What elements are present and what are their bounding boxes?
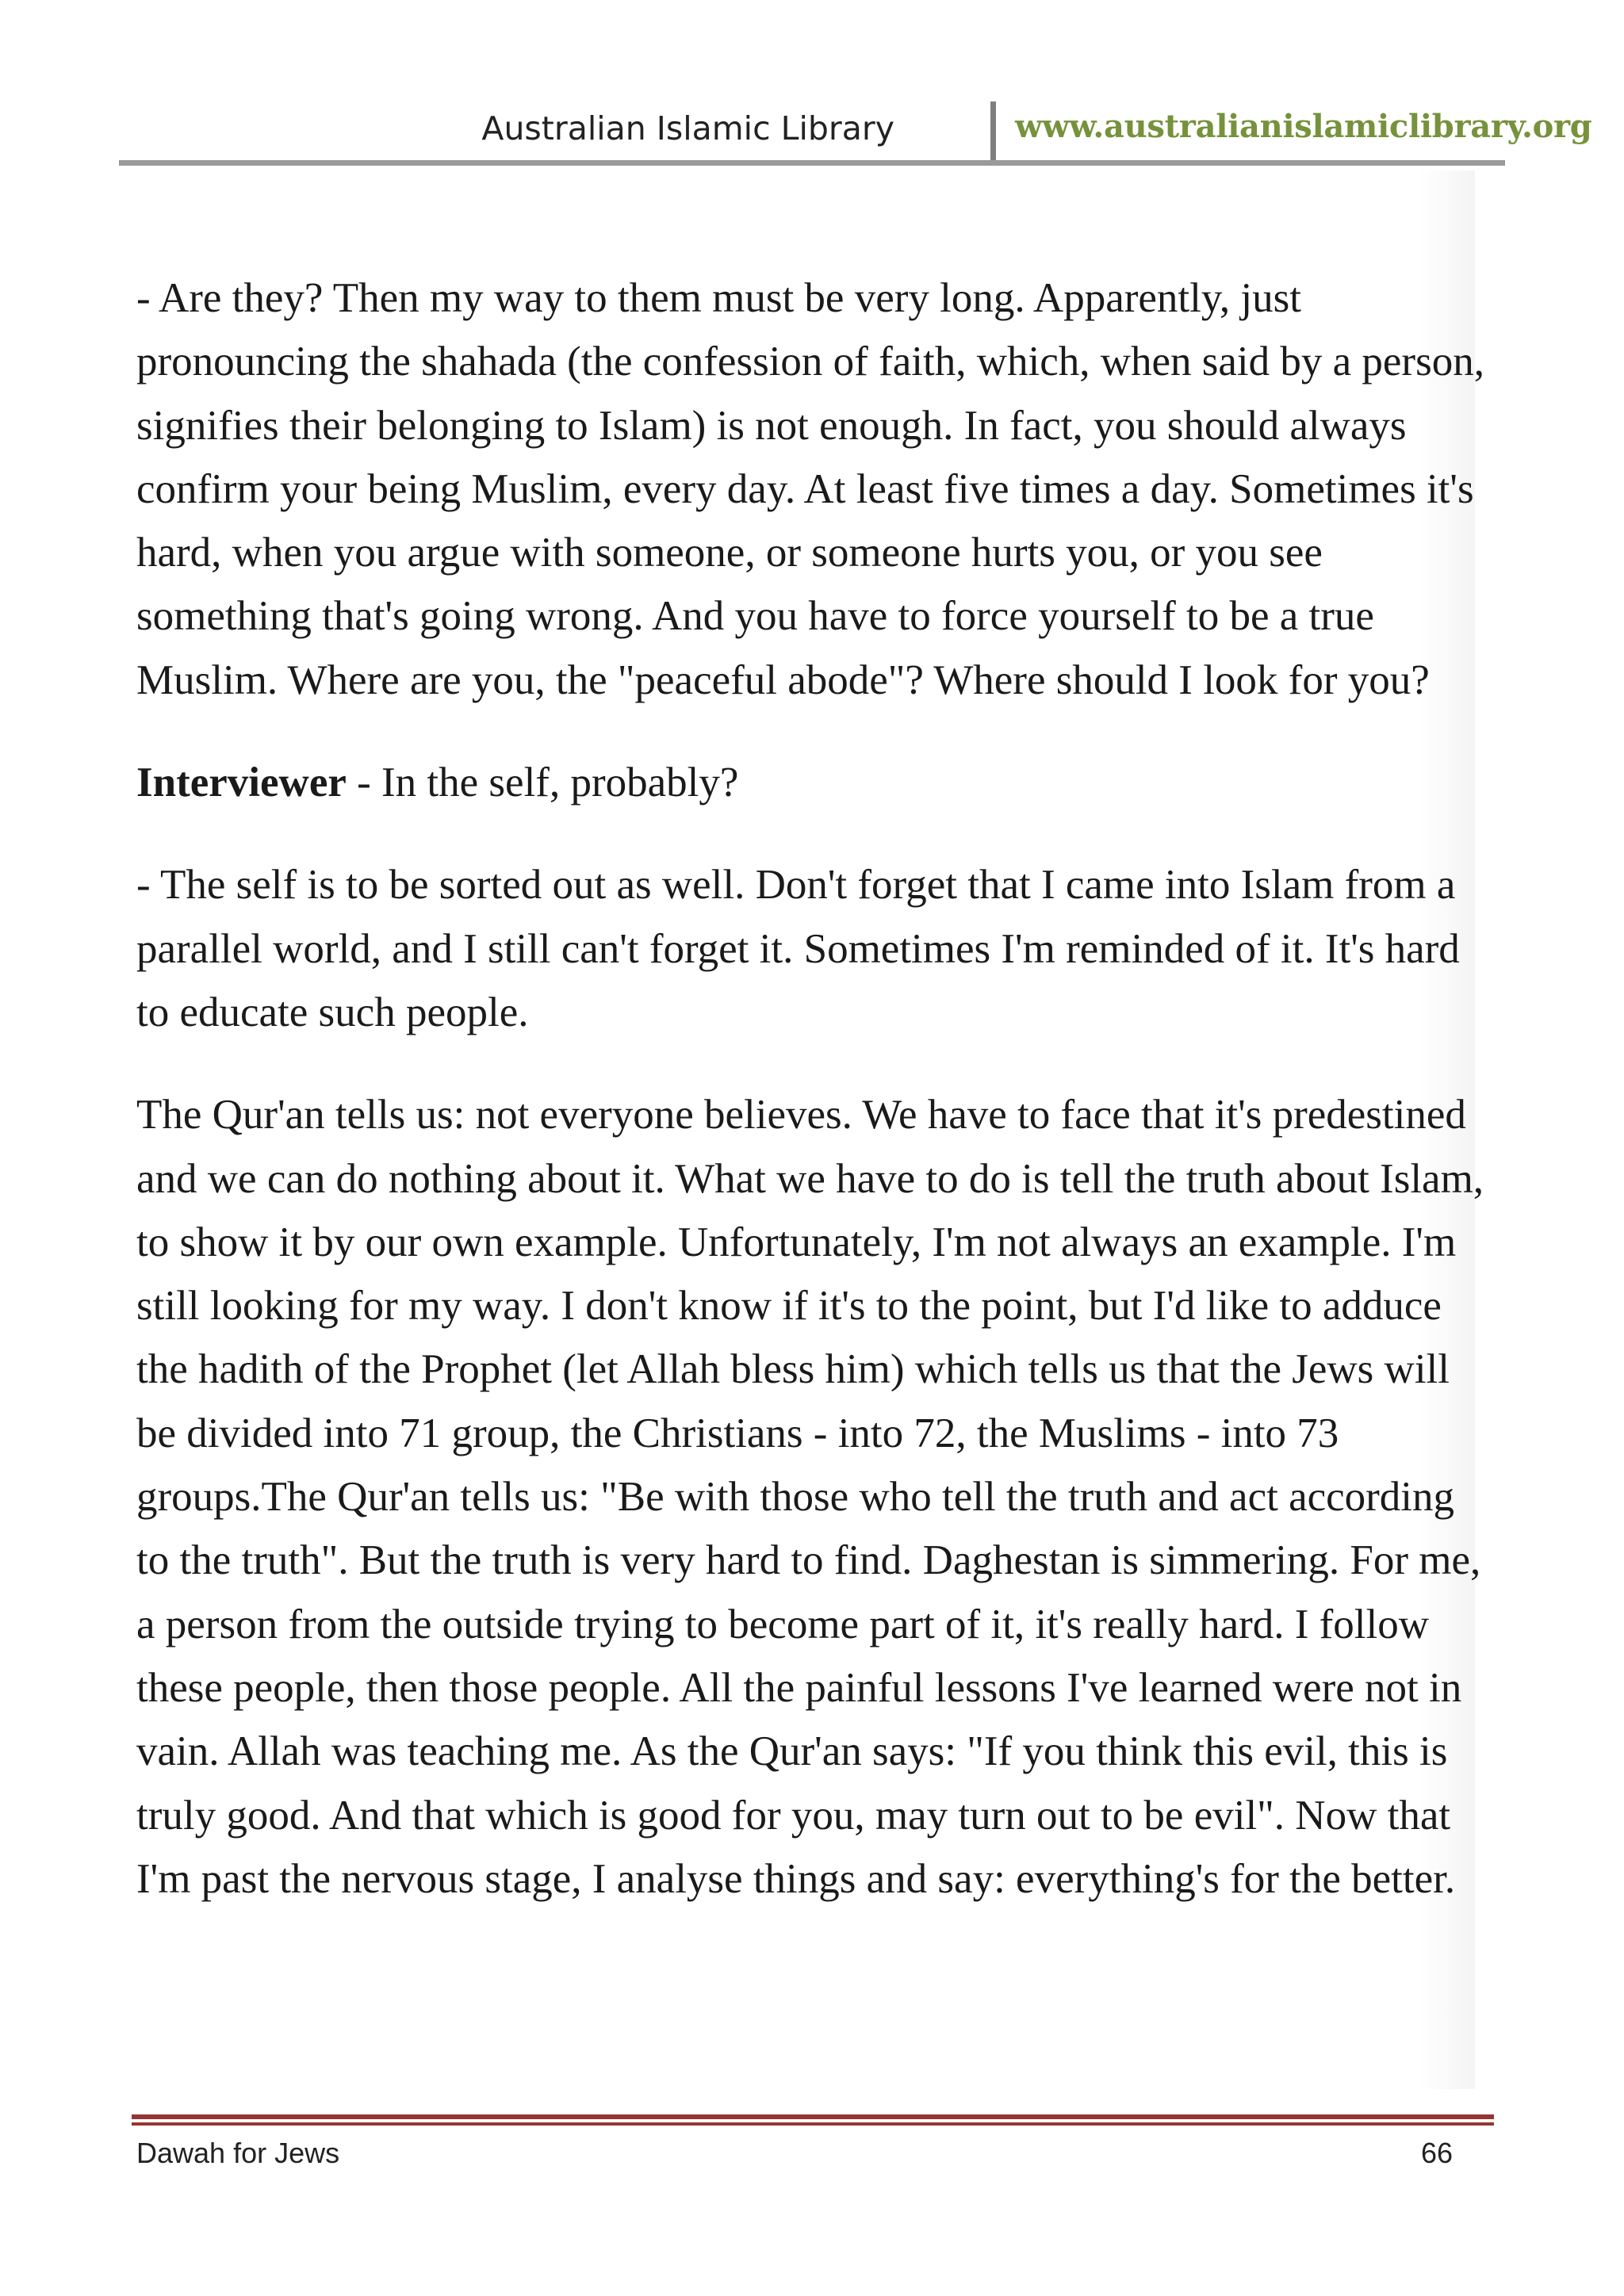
speaker-label: Interviewer: [136, 760, 347, 806]
interviewer-question: - In the self, probably?: [346, 760, 739, 806]
page-header: [119, 101, 1592, 162]
page-body: [136, 266, 1492, 1950]
footer-page-number: 66: [1420, 2137, 1453, 2169]
footer-rule-thick: [132, 2114, 1494, 2119]
paragraph-interviewer: [136, 751, 1492, 814]
paragraph-answer-2: - The self is to be sorted out as well. Don't forget that I came into Islam from a parallel world, and I still can't forget it. Sometimes I'm reminded of it. It's hard to educate such people.: [136, 862, 1460, 1035]
header-library-title: Australian Islamic Library: [481, 109, 894, 147]
header-rule: [119, 160, 1505, 166]
footer-rule-thin: [132, 2122, 1494, 2126]
footer-book-title: Dawah for Jews: [136, 2137, 340, 2169]
paragraph-answer-1: - Are they? Then my way to them must be very long. Apparently, just pronouncing the shahada (the confession of faith, which, when said by a person, signifies their belonging to Islam) is not enough. In fact, you should always confirm your being Muslim, every day. At least five times a day. Sometimes it's hard, when you argue with someone, or someone hurts you, or you see something that's going wrong. And you have to force yourself to be a true Muslim. Where are you, the "peaceful abode"? Where should I look for you?: [136, 275, 1484, 703]
paragraph-answer-3: The Qur'an tells us: not everyone believes. We have to face that it's predestined and we can do nothing about it. What we have to do is tell the truth about Islam, to show it by our own example. Unfortunately, I'm not always an example. I'm still looking for my way. I don't know if it's to the point, but I'd like to adduce the hadith of the Prophet (let Allah bless him) which tells us that the Jews will be divided into 71 group, the Christians - into 72, the Muslims - into 73 groups.The Qur'an tells us: "Be with those who tell the truth and act according to the truth". But the truth is very hard to find. Daghestan is simmering. For me, a person from the outside trying to become part of it, it's really hard. I follow these people, then those people. All the painful lessons I've learned were not in vain. Allah was teaching me. As the Qur'an says: "If you think this evil, this is truly good. And that which is good for you, may turn out to be evil". Now that I'm past the nervous stage, I analyse things and say: everything's for the better.: [136, 1092, 1484, 1902]
header-website-link[interactable]: www.australianislamiclibrary.org: [1015, 108, 1592, 145]
header-separator: [990, 101, 996, 162]
